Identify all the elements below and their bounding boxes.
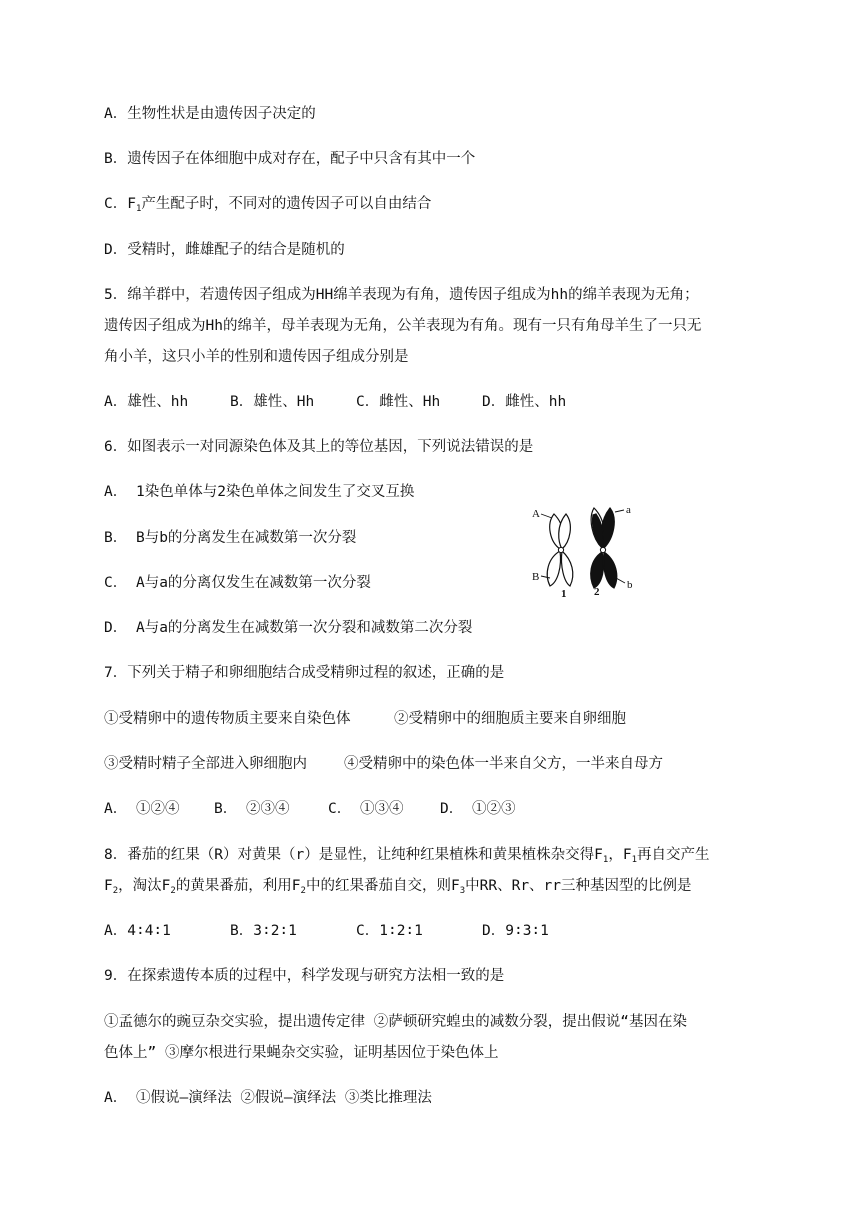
q8-l1-c: 再自交产生	[637, 847, 710, 863]
q5-option-a: A．雄性、hh	[104, 394, 189, 410]
q5-option-c: C．雌性、Hh	[356, 394, 441, 410]
q4-c-pre: C．F	[104, 196, 136, 212]
q9-option-a: A． ①假说—演绎法 ②假说—演绎法 ③类比推理法	[104, 1090, 432, 1106]
label-allele-B: B	[532, 571, 540, 583]
q8-option-d: D．9∶3∶1	[482, 923, 549, 939]
q7-statements-1	[104, 709, 626, 729]
q8-l2-b: ，淘汰F	[118, 878, 171, 894]
q8-l1-b: ，F	[608, 847, 632, 863]
q7-options	[104, 799, 515, 819]
q8-l2-s1: 2	[112, 886, 119, 896]
q9-line-2: ①孟德尔的豌豆杂交实验，提出遗传定律 ②萨顿研究蝗虫的减数分裂，提出假说“基因在染	[104, 1014, 687, 1030]
q8-l2-s3: 2	[300, 886, 306, 896]
q7-s1: ①受精卵中的遗传物质主要来自染色体	[104, 711, 351, 727]
q8-options	[104, 921, 549, 941]
q7-s4: ④受精卵中的染色体一半来自父方，一半来自母方	[344, 756, 663, 772]
q8-l2-d: 中的红果番茄自交，则F	[305, 878, 460, 894]
q4-option-c	[104, 194, 431, 214]
q7-statements-2	[104, 754, 663, 774]
label-chromosome-1: 1	[561, 588, 567, 598]
q8-l1-s1: 1	[602, 855, 609, 865]
q5-stem-line-1: 5．绵羊群中，若遗传因子组成为HH绵羊表现为有角，遗传因子组成为hh的绵羊表现为无角；	[104, 287, 699, 303]
q6-option-a: A． 1染色单体与2染色单体之间发生了交叉互换	[104, 484, 415, 500]
q4-option-a: A．生物性状是由遗传因子决定的	[104, 106, 316, 122]
q8-l2-c: 的黄果番茄，利用F	[175, 878, 301, 894]
q7-option-d: D． ①②③	[440, 801, 516, 817]
label-allele-A: A	[532, 508, 540, 520]
q4-c-sub: 1	[135, 204, 142, 214]
q7-s3: ③受精时精子全部进入卵细胞内	[104, 756, 307, 772]
q8-l2-e: 中RR、Rr、rr三种基因型的比例是	[465, 878, 692, 894]
q7-option-a: A． ①②④	[104, 801, 180, 817]
q5-stem-line-3: 角小羊，这只小羊的性别和遗传因子组成分别是	[104, 349, 409, 365]
q5-option-b: B．雄性、Hh	[230, 394, 315, 410]
label-allele-b: b	[627, 579, 633, 591]
q8-option-c: C．1∶2∶1	[356, 923, 423, 939]
q9-stem: 9．在探索遗传本质的过程中，科学发现与研究方法相一致的是	[104, 968, 505, 984]
q5-stem-line-2: 遗传因子组成为Hh的绵羊，母羊表现为无角，公羊表现为有角。现有一只有角母羊生了一只无	[104, 318, 702, 334]
q7-option-b: B． ②③④	[214, 801, 290, 817]
q8-stem-line-2	[104, 876, 692, 896]
q8-option-b: B．3∶2∶1	[230, 923, 297, 939]
q6-option-b: B． B与b的分离发生在减数第一次分裂	[104, 530, 357, 546]
q6-stem: 6．如图表示一对同源染色体及其上的等位基因，下列说法错误的是	[104, 439, 534, 455]
q6-option-c: C． A与a的分离仅发生在减数第一次分裂	[104, 575, 371, 591]
q7-s2: ②受精卵中的细胞质主要来自卵细胞	[394, 711, 626, 727]
homologous-chromosome-figure	[526, 502, 646, 598]
label-chromosome-2: 2	[594, 586, 600, 598]
q8-l1-a: 8．番茄的红果（R）对黄果（r）是显性，让纯种红果植株和黄果植株杂交得F	[104, 847, 603, 863]
q8-l2-a: F	[104, 878, 113, 894]
q4-c-post: 产生配子时，不同对的遗传因子可以自由结合	[141, 196, 432, 212]
label-allele-a: a	[626, 504, 631, 516]
q8-stem-line-1	[104, 845, 710, 865]
q5-option-d: D．雌性、hh	[482, 394, 567, 410]
q7-option-c: C． ①③④	[328, 801, 404, 817]
q4-option-d: D．受精时，雌雄配子的结合是随机的	[104, 242, 345, 258]
q8-option-a: A．4∶4∶1	[104, 923, 171, 939]
q8-l1-s2: 1	[631, 855, 637, 865]
q8-l2-s2: 2	[170, 886, 176, 896]
q5-options	[104, 392, 566, 412]
q8-l2-s4: 3	[459, 886, 466, 896]
q7-stem: 7．下列关于精子和卵细胞结合成受精卵过程的叙述，正确的是	[104, 665, 505, 681]
q9-line-3: 色体上” ③摩尔根进行果蝇杂交实验，证明基因位于染色体上	[104, 1045, 499, 1061]
q4-option-b: B．遗传因子在体细胞中成对存在，配子中只含有其中一个	[104, 151, 476, 167]
q6-option-d: D． A与a的分离发生在减数第一次分裂和减数第二次分裂	[104, 620, 473, 636]
